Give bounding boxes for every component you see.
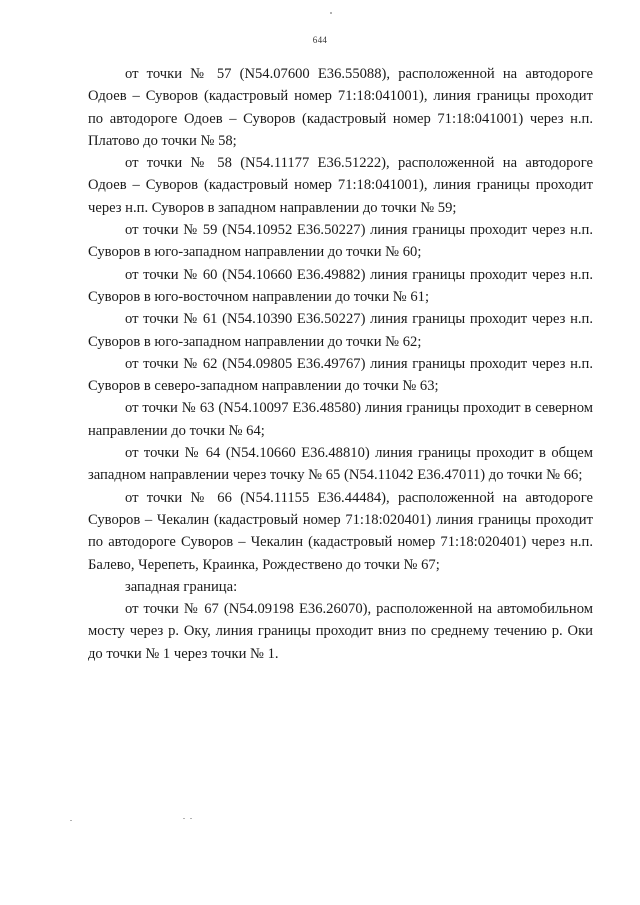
paragraph-point-62: от точки № 62 (N54.09805 E36.49767) линия границы проходит через н.п. Суворов в северо-западном направлении до точки № 63; <box>88 355 593 395</box>
scan-speck <box>70 820 72 821</box>
paragraph-point-66: от точки № 66 (N54.11155 E36.44484), расположенной на автодороге Суворов – Чекалин (кадастровый номер 71:18:020401) линия границы проходит по автодороге Суворов – Чекалин (кадастровый номер 71:18:020401) через н.п. Балево, Черепеть, Краинка, Рождествено до точки № 67; <box>88 489 593 573</box>
scan-speck <box>190 818 192 819</box>
paragraph-point-58: от точки № 58 (N54.11177 E36.51222), расположенной на автодороге Одоев – Суворов (кадастровый номер 71:18:041001), линия границы проходит через н.п. Суворов в западном направлении до точки № 59; <box>88 155 593 216</box>
paragraph-point-59: от точки № 59 (N54.10952 E36.50227) линия границы проходит через н.п. Суворов в юго-западном направлении до точки № 60; <box>88 222 593 261</box>
paragraph-point-67: от точки № 67 (N54.09198 E36.26070), расположенной на автомобильном мосту через р. Оку, линия границы проходит вниз по среднему течению р. Оки до точки № 1 через точки № 1. <box>88 601 593 662</box>
page-number: 644 <box>312 35 328 45</box>
paragraph-point-63: от точки № 63 (N54.10097 E36.48580) линия границы проходит в северном направлении до точки № 64; <box>88 400 593 439</box>
paragraph-point-61: от точки № 61 (N54.10390 E36.50227) линия границы проходит через н.п. Суворов в юго-западном направлении до точки № 62; <box>88 311 593 350</box>
document-body <box>88 63 593 665</box>
scan-speck <box>183 818 185 819</box>
scan-speck <box>330 12 332 14</box>
section-heading-western-border: западная граница: <box>125 578 238 595</box>
paragraph-point-60: от точки № 60 (N54.10660 E36.49882) линия границы проходит через н.п. Суворов в юго-восточном направлении до точки № 61; <box>88 266 593 305</box>
paragraph-point-64: от точки № 64 (N54.10660 E36.48810) линия границы проходит в общем западном направлении через точку № 65 (N54.11042 E36.47011) до точки № 66; <box>88 445 593 484</box>
paragraph-point-57: от точки № 57 (N54.07600 E36.55088), расположенной на автодороге Одоев – Суворов (кадастровый номер 71:18:041001), линия границы проходит по автодороге Одоев – Суворов (кадастровый номер 71:18:041001) через н.п. Платово до точки № 58; <box>88 66 593 149</box>
